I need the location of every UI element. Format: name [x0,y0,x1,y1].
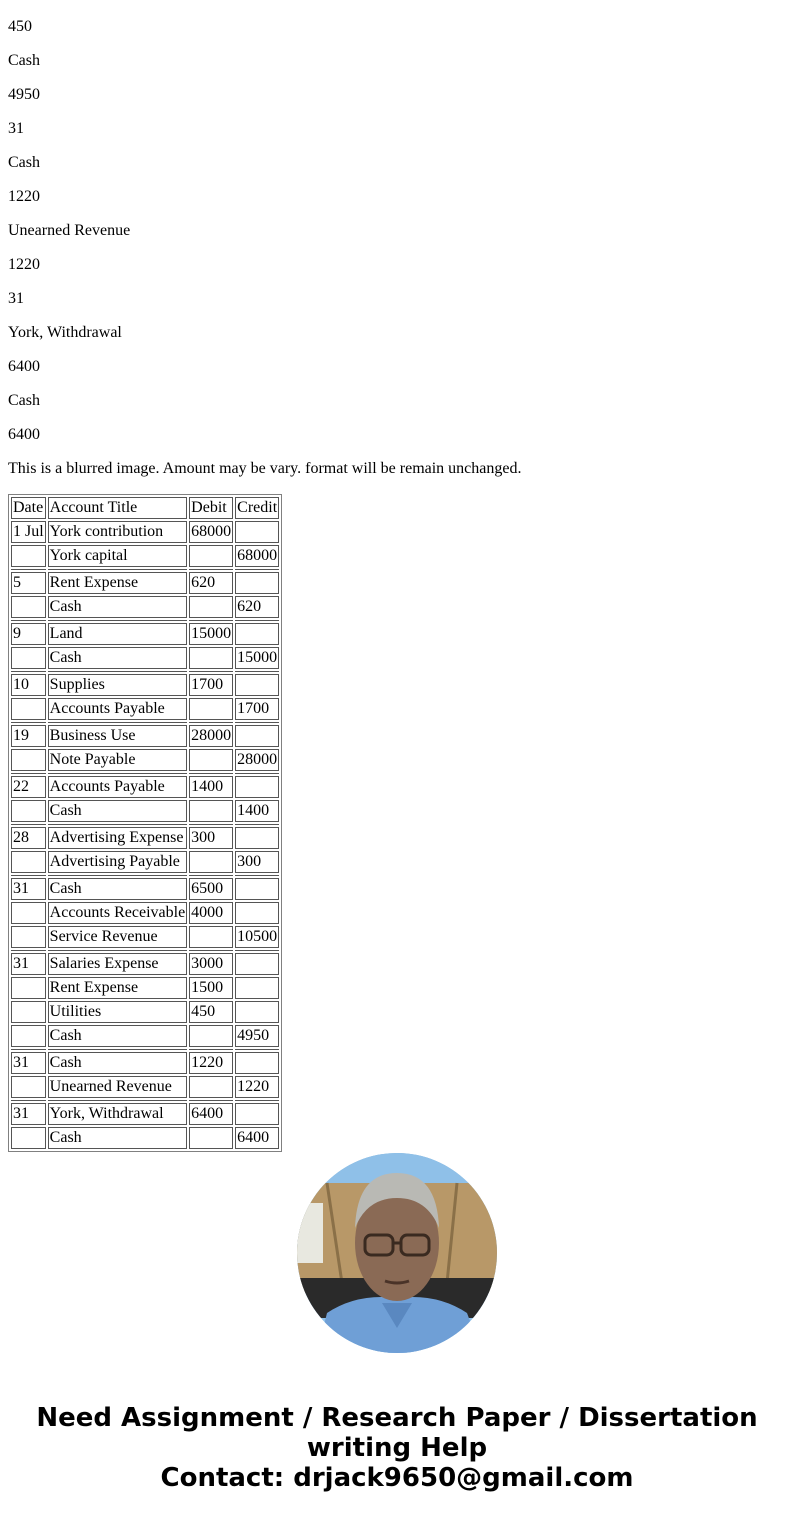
separator-cell [189,824,233,825]
lead-paragraph: 450 [8,18,32,35]
journal-entry-group [11,950,279,1047]
group-separator [11,950,279,951]
cell-credit [235,1001,279,1023]
cell-title: Accounts Receivable [48,902,188,924]
cell-credit: 6400 [235,1127,279,1149]
cell-title: Advertising Payable [48,851,188,873]
group-separator [11,875,279,876]
separator-cell [11,671,46,672]
cell-date [11,596,46,618]
cell-debit: 15000 [189,623,233,645]
separator-cell [48,569,188,570]
separator-cell [235,950,279,951]
cell-date [11,1025,46,1047]
table-row [11,1127,279,1149]
cell-credit: 1220 [235,1076,279,1098]
cell-credit [235,521,279,543]
blur-note: This is a blurred image. Amount may be vary. format will be remain unchanged. [8,460,522,477]
lead-paragraph: 6400 [8,426,40,443]
table-row [11,1001,279,1023]
table-row [11,953,279,975]
cell-date [11,926,46,948]
separator-cell [48,950,188,951]
cell-date [11,902,46,924]
cell-debit [189,800,233,822]
author-avatar [297,1153,497,1353]
cell-date: 9 [11,623,46,645]
separator-cell [48,824,188,825]
cell-date [11,800,46,822]
cell-debit: 3000 [189,953,233,975]
cell-date [11,977,46,999]
separator-cell [189,1100,233,1101]
separator-cell [235,620,279,621]
cell-date [11,1076,46,1098]
cell-debit: 300 [189,827,233,849]
cell-title: Utilities [48,1001,188,1023]
cell-title: Salaries Expense [48,953,188,975]
group-separator [11,620,279,621]
cell-credit [235,878,279,900]
group-separator [11,1100,279,1101]
cell-date: 28 [11,827,46,849]
cell-credit [235,1052,279,1074]
separator-cell [48,1049,188,1050]
cell-credit: 28000 [235,749,279,771]
separator-cell [11,722,46,723]
lead-paragraph: Unearned Revenue [8,222,131,239]
cell-debit: 450 [189,1001,233,1023]
cell-debit [189,647,233,669]
table-row [11,623,279,645]
cell-date: 10 [11,674,46,696]
separator-cell [11,1100,46,1101]
journal-entry-group [11,521,279,567]
cell-title: Accounts Payable [48,698,188,720]
journal-entry-group [11,773,279,822]
journal-entry-group [11,875,279,948]
cell-title: York contribution [48,521,188,543]
table-row [11,1052,279,1074]
separator-cell [235,722,279,723]
cell-debit: 1500 [189,977,233,999]
cell-title: Advertising Expense [48,827,188,849]
table-row [11,776,279,798]
table-row [11,1076,279,1098]
lead-paragraph: 1220 [8,256,40,273]
group-separator [11,671,279,672]
header-date: Date [11,497,46,519]
cell-date: 31 [11,1103,46,1125]
group-separator [11,722,279,723]
separator-cell [48,620,188,621]
lead-paragraph: 4950 [8,86,40,103]
cell-debit [189,596,233,618]
separator-cell [235,671,279,672]
cell-title: Cash [48,596,188,618]
cell-credit [235,902,279,924]
cell-date [11,698,46,720]
cell-credit: 15000 [235,647,279,669]
journal-entry-group [11,671,279,720]
table-row [11,674,279,696]
separator-cell [48,671,188,672]
lead-paragraphs [8,0,786,444]
promo-line-2: writing Help [306,1433,488,1463]
cell-credit: 68000 [235,545,279,567]
group-separator [11,773,279,774]
journal-entries-table [8,494,282,1152]
group-separator [11,1049,279,1050]
cell-title: York, Withdrawal [48,1103,188,1125]
cell-credit [235,827,279,849]
separator-cell [189,620,233,621]
separator-cell [235,569,279,570]
cell-debit [189,1127,233,1149]
cell-date [11,647,46,669]
table-header-row [11,497,279,519]
cell-debit: 6400 [189,1103,233,1125]
table-row [11,545,279,567]
cell-debit [189,1076,233,1098]
lead-paragraph: York, Withdrawal [8,324,122,341]
separator-cell [189,875,233,876]
group-separator [11,569,279,570]
separator-cell [235,824,279,825]
separator-cell [189,722,233,723]
cell-date: 22 [11,776,46,798]
cell-credit: 4950 [235,1025,279,1047]
separator-cell [48,1100,188,1101]
cell-credit [235,623,279,645]
cell-title: Cash [48,647,188,669]
separator-cell [235,773,279,774]
header-credit: Credit [235,497,279,519]
cell-title: Note Payable [48,749,188,771]
cell-debit: 28000 [189,725,233,747]
cell-title: Cash [48,800,188,822]
cell-title: York capital [48,545,188,567]
cell-title: Cash [48,1052,188,1074]
cell-title: Supplies [48,674,188,696]
lead-paragraph: 1220 [8,188,40,205]
cell-debit [189,698,233,720]
table-row [11,851,279,873]
cell-debit: 1220 [189,1052,233,1074]
cell-date [11,749,46,771]
cell-credit [235,1103,279,1125]
cell-title: Cash [48,1025,188,1047]
cell-title: Rent Expense [48,572,188,594]
cell-debit [189,851,233,873]
table-row [11,977,279,999]
document-body [8,0,786,1152]
cell-debit: 4000 [189,902,233,924]
author-photo-icon [297,1153,497,1353]
cell-title: Service Revenue [48,926,188,948]
separator-cell [48,773,188,774]
cell-date [11,1127,46,1149]
cell-title: Accounts Payable [48,776,188,798]
separator-cell [11,773,46,774]
separator-cell [11,824,46,825]
table-row [11,596,279,618]
table-row [11,725,279,747]
table-row [11,878,279,900]
cell-date: 31 [11,878,46,900]
cell-debit: 68000 [189,521,233,543]
journal-entry-group [11,1049,279,1098]
cell-title: Cash [48,1127,188,1149]
separator-cell [189,773,233,774]
separator-cell [11,569,46,570]
table-row [11,647,279,669]
table-row [11,926,279,948]
journal-entry-group [11,1100,279,1149]
cell-credit [235,977,279,999]
cell-credit [235,572,279,594]
promo-banner [0,1403,794,1493]
header-debit: Debit [189,497,233,519]
table-row [11,572,279,594]
cell-debit [189,926,233,948]
separator-cell [189,950,233,951]
separator-cell [11,1049,46,1050]
cell-date: 5 [11,572,46,594]
cell-debit: 620 [189,572,233,594]
cell-date: 1 Jul [11,521,46,543]
separator-cell [48,722,188,723]
promo-contact: Contact: drjack9650@gmail.com [160,1463,634,1493]
cell-credit [235,674,279,696]
separator-cell [235,1049,279,1050]
table-row [11,749,279,771]
cell-date [11,851,46,873]
lead-paragraph: 6400 [8,358,40,375]
table-row [11,1103,279,1125]
cell-credit [235,776,279,798]
cell-debit [189,1025,233,1047]
separator-cell [11,875,46,876]
cell-credit: 1700 [235,698,279,720]
cell-date [11,1001,46,1023]
cell-debit [189,545,233,567]
cell-credit: 1400 [235,800,279,822]
cell-credit [235,725,279,747]
separator-cell [235,875,279,876]
cell-credit: 10500 [235,926,279,948]
table-row [11,1025,279,1047]
cell-debit [189,749,233,771]
table-row [11,827,279,849]
journal-entry-group [11,722,279,771]
journal-entry-group [11,569,279,618]
cell-title: Business Use [48,725,188,747]
separator-cell [189,671,233,672]
lead-paragraph: 31 [8,290,24,307]
cell-credit: 300 [235,851,279,873]
lead-paragraph: 31 [8,120,24,137]
journal-entry-group [11,824,279,873]
cell-credit [235,953,279,975]
separator-cell [48,875,188,876]
cell-title: Land [48,623,188,645]
cell-title: Cash [48,878,188,900]
separator-cell [11,620,46,621]
cell-debit: 1400 [189,776,233,798]
separator-cell [189,1049,233,1050]
lead-paragraph: Cash [8,52,40,69]
group-separator [11,824,279,825]
lead-paragraph: Cash [8,392,40,409]
table-row [11,902,279,924]
cell-title: Rent Expense [48,977,188,999]
separator-cell [235,1100,279,1101]
cell-date: 19 [11,725,46,747]
separator-cell [11,950,46,951]
lead-paragraph [8,0,786,2]
cell-credit: 620 [235,596,279,618]
cell-debit: 1700 [189,674,233,696]
cell-date: 31 [11,953,46,975]
header-account-title: Account Title [48,497,188,519]
cell-date: 31 [11,1052,46,1074]
table-row [11,698,279,720]
promo-line-1: Need Assignment / Research Paper / Dissertation [36,1403,758,1433]
separator-cell [189,569,233,570]
cell-debit: 6500 [189,878,233,900]
cell-title: Unearned Revenue [48,1076,188,1098]
journal-entry-group [11,620,279,669]
table-row [11,521,279,543]
lead-paragraph: Cash [8,154,40,171]
cell-date [11,545,46,567]
table-row [11,800,279,822]
